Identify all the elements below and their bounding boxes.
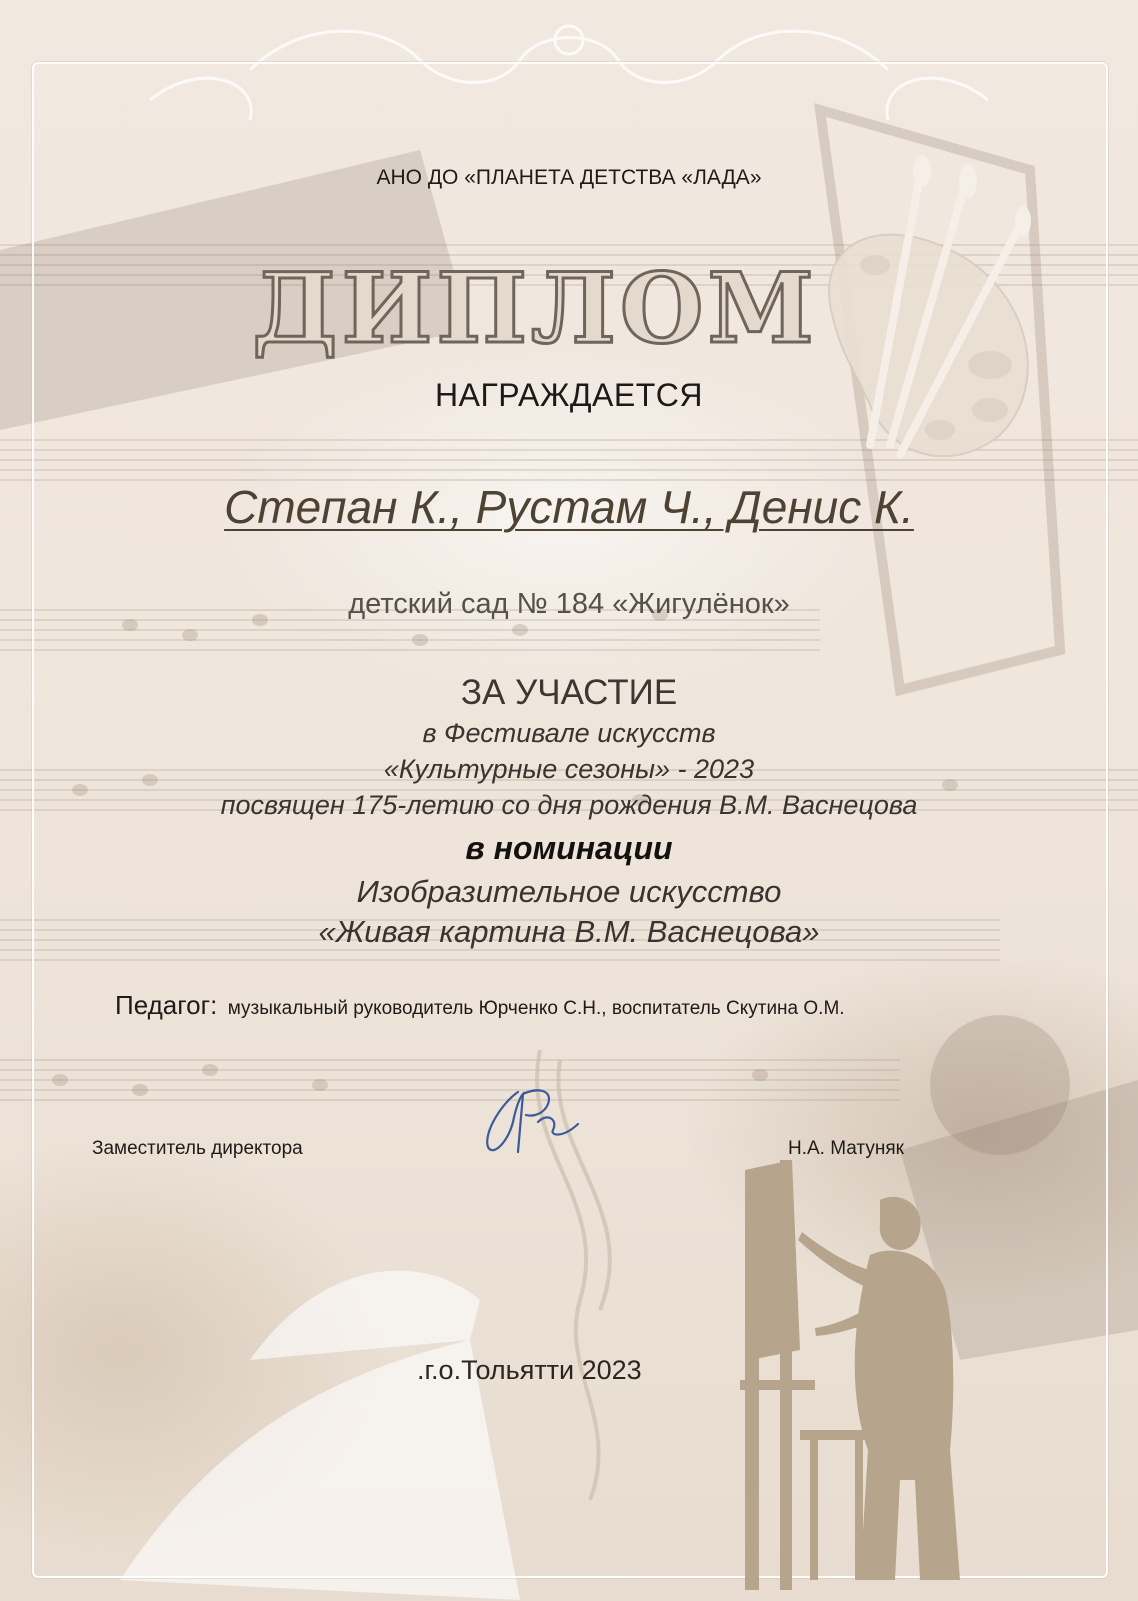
organization-name: АНО ДО «ПЛАНЕТА ДЕТСТВА «ЛАДА» xyxy=(376,166,762,189)
recipient-names: Степан К., Рустам Ч., Денис К. xyxy=(224,481,914,533)
signature-image xyxy=(478,1082,588,1162)
palette-illustration xyxy=(800,155,1050,475)
deputy-director-label: Заместитель директора xyxy=(92,1138,303,1159)
awarded-heading: НАГРАЖДАЕТСЯ xyxy=(435,377,703,413)
nomination-heading: в номинации xyxy=(465,830,673,866)
event-line: «Культурные сезоны» - 2023 xyxy=(383,754,755,784)
nomination-line: «Живая картина В.М. Васнецова» xyxy=(318,914,820,949)
painter-silhouette xyxy=(740,1150,990,1590)
nomination-line: Изобразительное искусство xyxy=(356,874,782,909)
teacher-value: музыкальный руководитель Юрченко С.Н., воспитатель Скутина О.М. xyxy=(227,998,845,1019)
event-line: посвящен 175-летию со дня рождения В.М. Васнецова xyxy=(220,790,918,820)
diploma-title-text: ДИПЛОМ xyxy=(252,252,818,365)
teacher-line xyxy=(115,990,1065,1021)
city-year: .г.о.Тольятти 2023 xyxy=(417,1355,642,1385)
school-name: детский сад № 184 «Жигулёнок» xyxy=(348,588,790,620)
participation-heading: ЗА УЧАСТИЕ xyxy=(460,673,678,712)
teacher-label: Педагог: xyxy=(115,990,218,1020)
signer-name: Н.А. Матуняк xyxy=(788,1138,904,1159)
event-line: в Фестивале искусств xyxy=(422,718,716,748)
diploma-title xyxy=(252,250,818,370)
